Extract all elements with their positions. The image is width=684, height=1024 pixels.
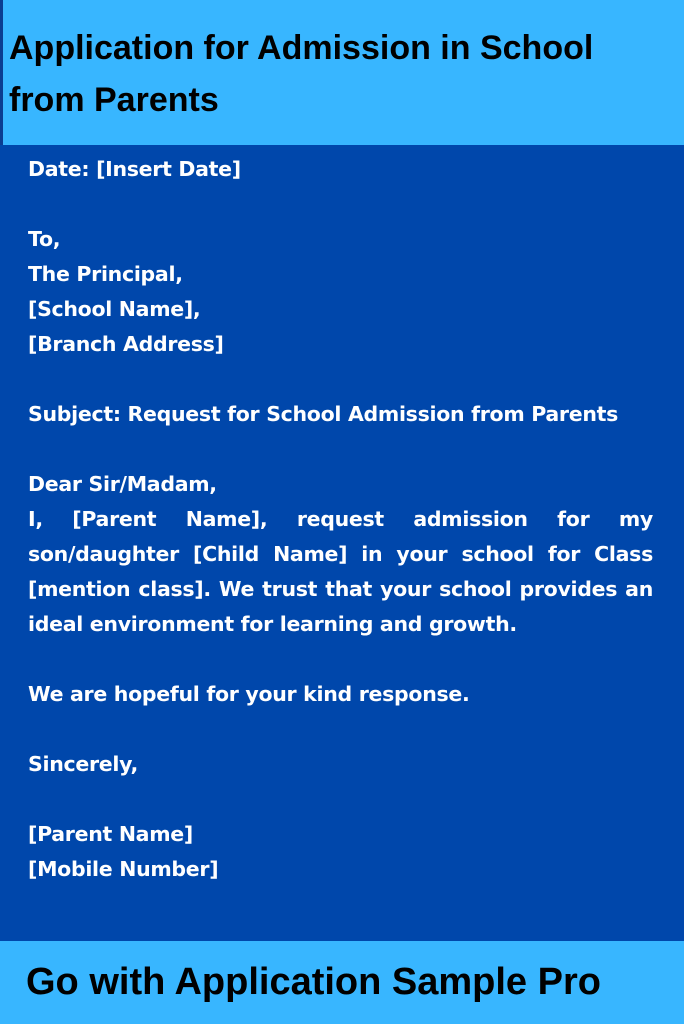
letter-salutation: Dear Sir/Madam, xyxy=(28,472,217,496)
signature-phone: [Mobile Number] xyxy=(28,857,219,881)
letter-paragraph: I, [Parent Name], request admission for my son/daughter [Child Name] in your school for Class [mention class]. We trust that your school provides an ideal environment for learning and growth. xyxy=(28,507,653,636)
spacer xyxy=(28,362,653,397)
letter-school: [School Name], xyxy=(28,297,201,321)
spacer xyxy=(28,642,653,677)
spacer xyxy=(28,432,653,467)
letter-to: To, xyxy=(28,227,61,251)
title-banner xyxy=(0,0,684,145)
spacer xyxy=(28,782,653,817)
page-title: Application for Admission in School from Parents xyxy=(9,29,594,119)
letter-body xyxy=(28,152,653,887)
letter-subject: Subject: Request for School Admission from Parents xyxy=(28,402,619,426)
letter-address: [Branch Address] xyxy=(28,332,224,356)
letter-recipient: The Principal, xyxy=(28,262,183,286)
footer-banner xyxy=(0,941,684,1024)
spacer xyxy=(28,187,653,222)
footer-cta: Go with Application Sample Pro xyxy=(26,961,601,1003)
letter-date: Date: [Insert Date] xyxy=(28,157,241,181)
letter-sign-off: Sincerely, xyxy=(28,752,139,776)
spacer xyxy=(28,712,653,747)
letter-closing-line: We are hopeful for your kind response. xyxy=(28,682,470,706)
signature-name: [Parent Name] xyxy=(28,822,193,846)
